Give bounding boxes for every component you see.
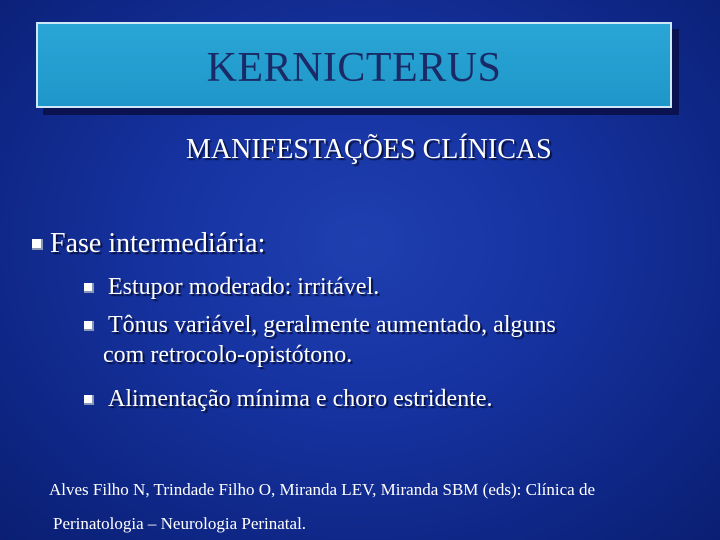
slide-subtitle: MANIFESTAÇÕES CLÍNICAS bbox=[186, 134, 552, 165]
title-box bbox=[36, 22, 672, 108]
square-bullet-icon bbox=[32, 239, 43, 250]
list-item-text: Alimentação mínima e choro estridente. bbox=[108, 386, 493, 412]
square-bullet-icon bbox=[84, 321, 94, 331]
list-item-text: Tônus variável, geralmente aumentado, alguns bbox=[108, 312, 556, 338]
section-heading: Fase intermediária: bbox=[50, 228, 266, 259]
list-item-continuation: com retrocolo-opistótono. bbox=[103, 342, 353, 368]
square-bullet-icon bbox=[84, 283, 94, 293]
slide-title: KERNICTERUS bbox=[206, 45, 502, 91]
list-item-text: Estupor moderado: irritável. bbox=[108, 274, 380, 300]
reference-line-2: Perinatologia – Neurologia Perinatal. bbox=[53, 514, 307, 533]
reference-line-1: Alves Filho N, Trindade Filho O, Miranda LEV, Miranda SBM (eds): Clínica de bbox=[49, 480, 596, 499]
square-bullet-icon bbox=[84, 395, 94, 405]
